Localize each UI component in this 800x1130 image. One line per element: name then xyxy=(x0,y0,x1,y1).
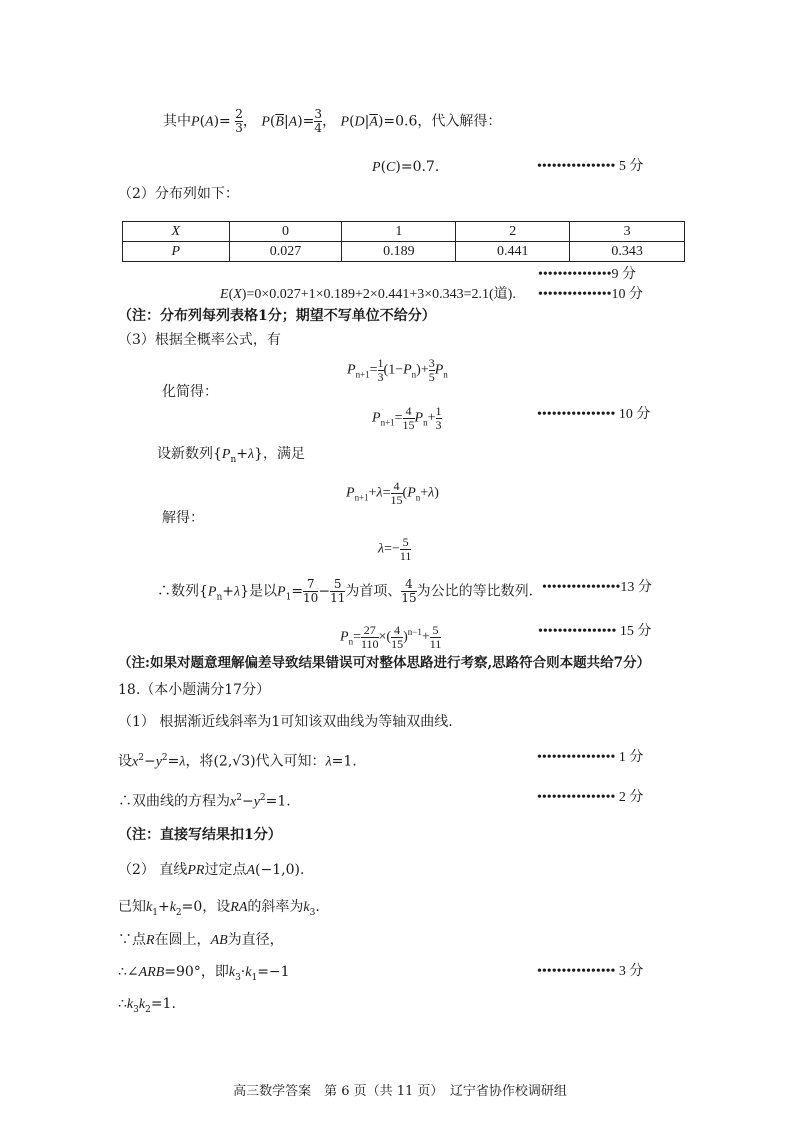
new-sequence: 设新数列$\{P_n+\lambda\}$，满足 xyxy=(157,446,306,465)
slope-product: $\therefore k_3k_2=1$. xyxy=(118,996,176,1015)
table-cell: 3 xyxy=(570,222,685,242)
score-10b: •••••••••••••••• 10 分 xyxy=(537,407,651,422)
right-angle: ∴∠ARB=90°，即$k_3\cdot k_1=-1$ xyxy=(118,964,290,983)
table-row xyxy=(123,222,685,242)
simplified-formula: $P_{n+1}=$ $\frac{4}{15}$ $P_n+$ $\frac{1}{3}$ xyxy=(372,404,442,432)
slope-relation: 已知$k_1+k_2=0$，设RA的斜率为$k_3$. xyxy=(118,899,320,918)
table-cell: 0.441 xyxy=(456,242,570,262)
q18-part1: （1） 根据渐近线斜率为1可知该双曲线为等轴双曲线. xyxy=(118,714,453,730)
recurrence-formula: $P_{n+1}=$ $\frac{1}{3}$ $(1-P_n)+$ $\frac{3}{5}$ $P_n$ xyxy=(347,356,448,384)
distribution-table xyxy=(122,221,685,262)
solve-label: 解得： xyxy=(162,510,204,526)
score-5: •••••••••••••••• 5 分 xyxy=(537,159,644,174)
q18-part2: （2） 直线PR过定点A(−1,0). xyxy=(118,862,305,878)
table-cell: 0.189 xyxy=(342,242,456,262)
table-cell: P xyxy=(123,242,230,262)
simplify-label: 化简得： xyxy=(162,384,218,400)
sequence-formula: $P_{n+1}+\lambda=$ $\frac{4}{15}$ $(P_n+\lambda)$ xyxy=(346,479,439,507)
given-probabilities: 其中P(A)= $\frac{2}{3}$ ， $P(\overline{B}|A)=$ $\frac{3}{4}$ ， $P(D|\overline{A})=0.6$，代入解得： xyxy=(163,107,502,135)
geometric-sequence: ∴数列$\{P_n+\lambda\}$是以$P_1=$ $\frac{7}{10}$ − $\frac{5}{11}$ 为首项、 $\frac{4}{15}$ 为公比的等比数列. xyxy=(157,577,534,605)
score-10: •••••••••••••••10 分 xyxy=(538,287,644,302)
q18-heading: 18.（本小题满分17分） xyxy=(118,682,271,698)
score-13: ••••••••••••••••13 分 xyxy=(542,580,652,595)
note-direct: （注：直接写结果扣1分） xyxy=(118,827,282,843)
note-thinking: （注:如果对题意理解偏差导致结果错误可对整体思路进行考察,思路符合则本题共给7分） xyxy=(118,655,651,671)
table-cell: 1 xyxy=(342,222,456,242)
general-term: $P_n=$ $\frac{27}{110}$ ×( $\frac{4}{15}$ )$^{n-1}$+ $\frac{5}{11}$ xyxy=(340,622,442,651)
score-3: •••••••••••••••• 3 分 xyxy=(537,964,644,979)
score-15: •••••••••••••••• 15 分 xyxy=(538,624,652,639)
hyperbola-equation: ∴双曲线的方程为$x^2-y^2=1$. xyxy=(118,793,291,810)
score-1: •••••••••••••••• 1 分 xyxy=(537,750,644,765)
table-row xyxy=(123,242,685,262)
page-footer: 高三数学答案 第 6 页（共 11 页） 辽宁省协作校调研组 xyxy=(233,1084,567,1099)
part3-heading: （3）根据全概率公式，有 xyxy=(118,332,281,348)
table-cell: 0 xyxy=(229,222,342,242)
table-cell: 0.343 xyxy=(570,242,685,262)
expectation: E(X)=0×0.027+1×0.189+2×0.441+3×0.343=2.1(道). xyxy=(220,287,516,302)
table-cell: X xyxy=(123,222,230,242)
score-9: •••••••••••••••9 分 xyxy=(538,267,637,282)
note-distribution: （注：分布列每列表格1分；期望不写单位不给分） xyxy=(118,308,436,324)
circle-condition: ∵点R在圆上，AB为直径， xyxy=(118,932,284,948)
hyperbola-setup: 设$x^2-y^2=\lambda$，将(2,√3)代入可知：λ=1. xyxy=(118,753,357,770)
table-cell: 0.027 xyxy=(229,242,342,262)
score-2: •••••••••••••••• 2 分 xyxy=(537,790,644,805)
table-cell: 2 xyxy=(456,222,570,242)
answer-pc: P(C)=0.7. xyxy=(372,159,440,175)
part2-heading: （2）分布列如下： xyxy=(118,186,239,202)
lambda-value: λ=− $\frac{5}{11}$ xyxy=(378,535,412,563)
